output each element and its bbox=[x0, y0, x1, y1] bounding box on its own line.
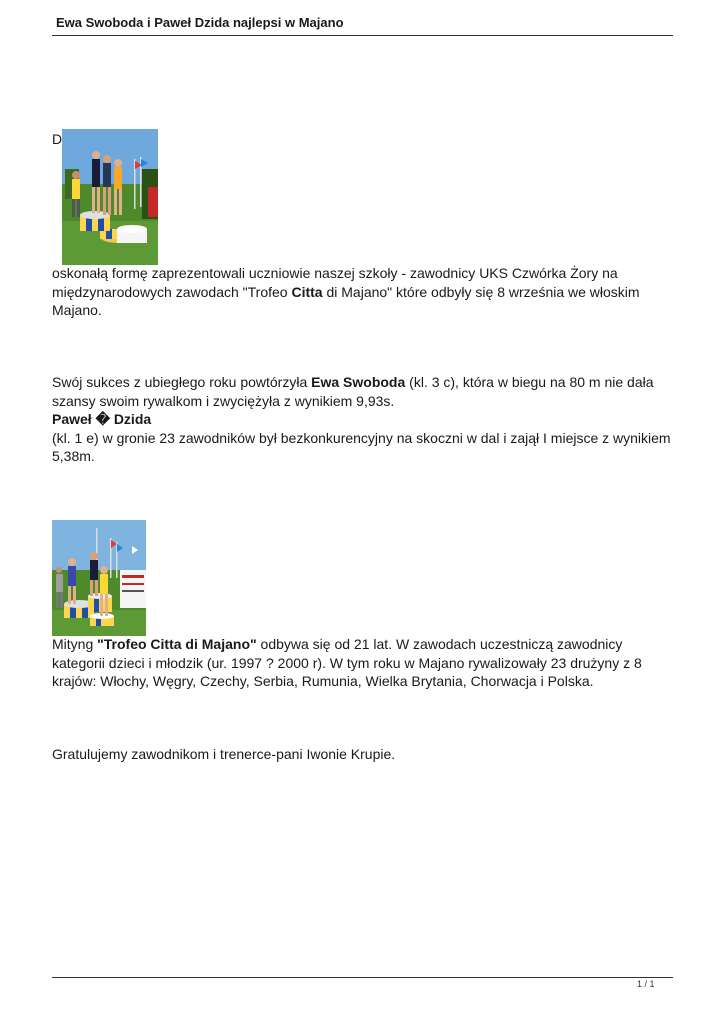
swoboda-text: Swój sukces z ubiegłego roku powtórzyła bbox=[52, 374, 312, 390]
swoboda-paragraph bbox=[52, 373, 677, 466]
dzida-text: (kl. 1 e) w gronie 23 zawodników był bezkonkurencyjny na skoczni w dal i zajął I miejsce z wynikiem 5,38m. bbox=[52, 429, 671, 465]
page-number: 1 / 1 bbox=[637, 979, 655, 989]
podium-photo-2 bbox=[52, 520, 146, 636]
congratulations-paragraph: Gratulujemy zawodnikom i trenerce-pani Iwonie Krupie. bbox=[52, 746, 396, 762]
mityng-paragraph bbox=[52, 635, 677, 691]
drop-letter: D bbox=[52, 131, 63, 147]
swoboda-name: Ewa Swoboda bbox=[311, 374, 406, 390]
intro-paragraph bbox=[52, 264, 677, 320]
swoboda-text-end: (kl. 3 c), która w biegu na 80 m nie dała szansy swoim rywalkom i zwyciężyła z wynikiem 9,93s. bbox=[52, 374, 654, 409]
header-divider bbox=[52, 35, 673, 36]
intro-text-end: di Majano" które odbyły się 8 września we włoskim Majano. bbox=[52, 283, 640, 319]
intro-bold: Citta bbox=[291, 283, 323, 300]
mityng-bold: "Trofeo Citta di Majano" bbox=[97, 636, 257, 652]
intro-text: oskonałą formę zaprezentowali uczniowie naszej szkoły - zawodnicy UKS Czwórka Żory na międzynarodowych zawodach "Trofeo bbox=[52, 265, 618, 300]
mityng-text: Mityng bbox=[52, 636, 98, 652]
page-title: Ewa Swoboda i Paweł Dzida najlepsi w Majano bbox=[56, 15, 344, 30]
mityng-text-end: odbywa się od 21 lat. W zawodach uczestniczą zawodnicy kategorii dzieci i młodzik (ur. 1997 ? 2000 r). W tym roku w Majano rywalizowały 23 drużyny z 8 krajów: Włochy, Węgry, Czechy, Serbia, Rumunia, Wielka Brytania, Chorwacja i Polska. bbox=[52, 636, 642, 690]
footer-divider bbox=[52, 977, 673, 978]
podium-photo-1 bbox=[62, 129, 158, 265]
dzida-name: Paweł � Dzida bbox=[52, 411, 152, 428]
